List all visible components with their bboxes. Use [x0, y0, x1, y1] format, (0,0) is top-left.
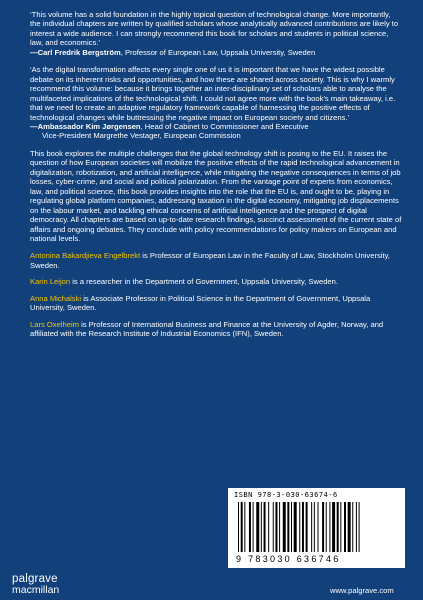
author-bio-text: is a researcher in the Department of Government, Uppsala University, Sweden. — [70, 277, 338, 287]
endorsement-quote-2 — [30, 65, 402, 141]
attribution-name: —Carl Fredrik Bergström — [30, 47, 121, 57]
back-cover-text — [30, 10, 402, 346]
isbn-label: ISBN 978-3-030-63674-6 — [234, 491, 338, 499]
publisher-name-line2: macmillan — [12, 584, 60, 596]
attribution-role: , Professor of European Law, Uppsala University, Sweden — [120, 47, 316, 57]
author-bio-text: is Professor of European Law in the Faculty of Law, Stockholm University, Sweden. — [30, 251, 390, 270]
publisher-website: www.palgrave.com — [330, 586, 394, 595]
author-name: Antonina Bakardjieva Engelbrekt — [30, 251, 141, 261]
quote-attribution — [30, 48, 402, 57]
author-name: Anna Michalski — [30, 293, 82, 303]
publisher-logo — [12, 574, 59, 596]
attribution-role: , Head of Cabinet to Commissioner and Executive — [140, 121, 309, 131]
quote-attribution — [30, 122, 402, 131]
quote-text: ‘This volume has a solid foundation in the highly topical question of technological change. More importantly, the individual chapters are written by qualified scholars whose analytically advanced contributions are likely to interest a wide audience. I can strongly recommend this book for scholars and students in political science, law, and economics.’ — [30, 10, 399, 48]
quote-text: ‘As the digital transformation affects every single one of us it is important that we have the widest possible debate on its inherent risks and opportunities, and how these are shared across society. This is why I warmly recommend this volume: because it brings together an inter-disciplinary set of scholars able to analyse the multifaceted implications of the technological shift. I could not agree more with the book’s main takeaway, i.e. that we need to create an adaptive regulatory framework capable of harnessing the positive effects of technological changes while buttressing the negative impact on European society and citizens.’ — [30, 65, 396, 122]
author-name: Karin Leijon — [30, 277, 71, 287]
attribution-role-continued: Vice-President Margrethe Vestager, European Commission — [42, 131, 241, 141]
attribution-name: —Ambassador Kim Jørgensen — [30, 121, 141, 131]
endorsement-quote-1 — [30, 10, 402, 57]
author-bio-text: is Professor of International Business and Finance at the University of Agder, Norway, and affiliated with the Research Institute of Industrial Economics (IFN), Sweden. — [30, 319, 384, 339]
author-bio — [30, 277, 402, 286]
author-bio — [30, 294, 402, 313]
isbn-digits: 9 783030 636746 — [236, 554, 341, 564]
isbn-barcode-box — [228, 488, 405, 568]
barcode-graphic — [236, 502, 396, 552]
author-name: Lars Oxelheim — [30, 319, 79, 329]
author-bio — [30, 251, 402, 270]
author-bio — [30, 320, 402, 339]
book-description: This book explores the multiple challenges that the global technology shift is posing to the EU. It raises the question of how European societies will mobilize the positive effects of the rapid technological advancement in digitalization, robotization, and artificial intelligence, while mitigating the negative consequences in terms of job losses, cyber-crime, and social and political polarization. From the vantage point of experts from economics, law, and political science, this book provides insights into the role that the EU is, and ought to be, playing in regulating global platform companies, addressing taxation in the digital economy, mitigating job displacements on the labour market, and tackling ethical concerns of artificial intelligence and the prospect of digital democracy. All chapters are based on up-to-date research findings, succinct assessment of the current state of affairs and ongoing debates. They conclude with policy recommendations for policy makers on European and national levels. — [30, 148, 402, 243]
author-bio-text: is Associate Professor in Political Science in the Department of Government, Uppsala University, Sweden. — [30, 293, 371, 313]
publisher-name-line1: palgrave — [12, 573, 58, 585]
